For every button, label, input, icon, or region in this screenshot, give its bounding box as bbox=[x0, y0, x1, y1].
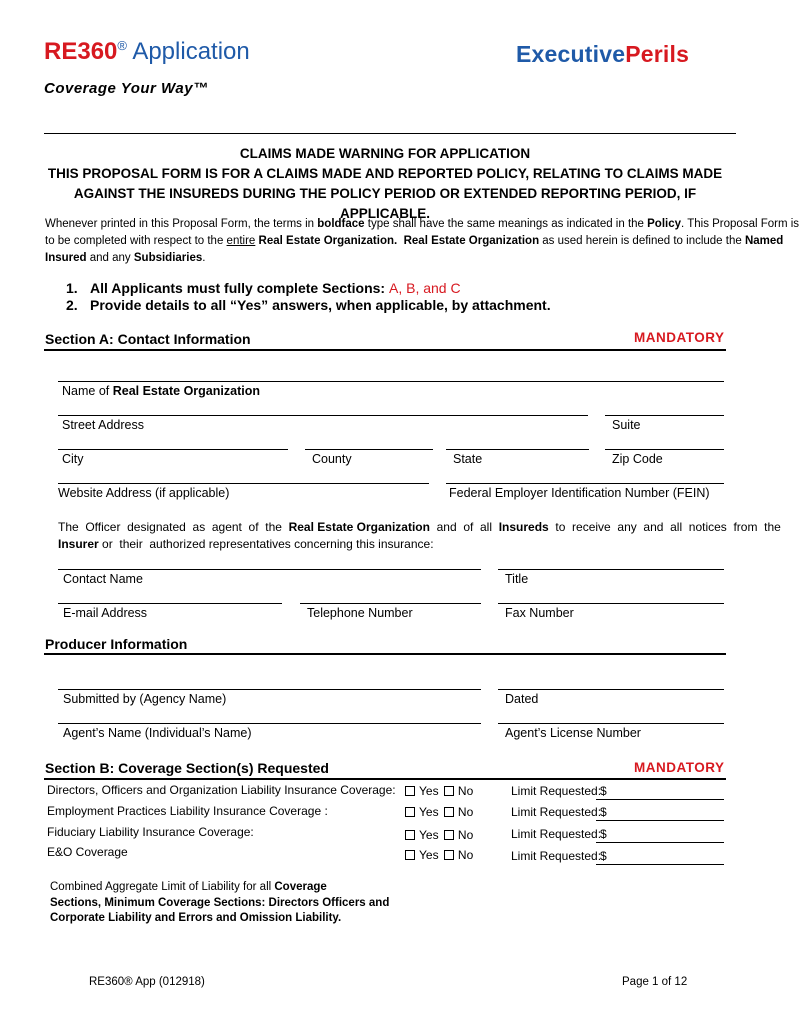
yes-checkbox[interactable] bbox=[405, 850, 415, 860]
email-label: E-mail Address bbox=[63, 606, 148, 620]
brand-prefix: RE360 bbox=[44, 38, 118, 65]
contact-name-field-line[interactable] bbox=[58, 569, 481, 570]
intro-term-boldface: boldface bbox=[317, 218, 365, 230]
yes-checkbox[interactable] bbox=[405, 830, 415, 840]
instruction-item-1 bbox=[66, 280, 551, 297]
footer-page-number: Page 1 of 12 bbox=[622, 976, 688, 988]
coverage-row-yes-no bbox=[405, 848, 473, 862]
intro-text: and any bbox=[86, 252, 134, 264]
no-label: No bbox=[457, 848, 474, 862]
dated-field-line[interactable] bbox=[498, 689, 724, 690]
fax-label: Fax Number bbox=[505, 606, 574, 620]
yes-label: Yes bbox=[419, 805, 439, 819]
limit-requested-label: Limit Requested: bbox=[511, 827, 602, 841]
warning-line-1: CLAIMS MADE WARNING FOR APPLICATION bbox=[239, 146, 531, 161]
instruction-number: 2. bbox=[66, 297, 78, 313]
label-term: Real Estate Organization bbox=[112, 384, 260, 398]
limit-currency: $ bbox=[600, 827, 607, 841]
combined-aggregate-note bbox=[50, 880, 389, 927]
suite-field-line[interactable] bbox=[605, 415, 724, 416]
producer-rule bbox=[44, 653, 726, 655]
agent-name-label: Agent’s Name (Individual’s Name) bbox=[63, 726, 252, 740]
agent-name-field-line[interactable] bbox=[58, 723, 481, 724]
section-b-title: Section B: Coverage Section(s) Requested bbox=[45, 760, 329, 776]
street-label: Street Address bbox=[62, 418, 144, 432]
website-label: Website Address (if applicable) bbox=[58, 486, 230, 500]
zip-field-line[interactable] bbox=[605, 449, 724, 450]
warning-block bbox=[30, 144, 740, 224]
officer-text: to receive any and all notices from the bbox=[548, 520, 781, 534]
reo-name-field-line[interactable] bbox=[58, 381, 724, 382]
intro-text: . bbox=[202, 252, 206, 264]
no-checkbox[interactable] bbox=[444, 786, 454, 796]
phone-label: Telephone Number bbox=[307, 606, 413, 620]
coverage-row-label: Directors, Officers and Organization Liability Insurance Coverage: bbox=[47, 783, 396, 797]
officer-term-reo: Real Estate Organization bbox=[288, 520, 430, 534]
instructions-list bbox=[66, 280, 551, 314]
state-field-line[interactable] bbox=[446, 449, 589, 450]
zip-label: Zip Code bbox=[612, 452, 663, 466]
intro-term-subsidiaries: Subsidiaries bbox=[133, 252, 203, 264]
section-a-mandatory-badge: MANDATORY bbox=[634, 330, 725, 345]
intro-term-reo: Real Estate Organization bbox=[403, 235, 540, 247]
intro-term-policy: Policy bbox=[647, 218, 682, 230]
warning-line-3: AGAINST THE INSUREDS DURING THE POLICY PERIOD OR EXTENDED REPORTING PERIOD, IF APPLICABLE. bbox=[73, 186, 697, 221]
no-label: No bbox=[457, 828, 474, 842]
yes-checkbox[interactable] bbox=[405, 786, 415, 796]
producer-title: Producer Information bbox=[45, 636, 188, 652]
officer-text: and of all bbox=[429, 520, 499, 534]
suite-label: Suite bbox=[612, 418, 641, 432]
coverage-row-yes-no bbox=[405, 805, 473, 819]
title-field-line[interactable] bbox=[498, 569, 724, 570]
limit-field-line[interactable] bbox=[596, 864, 724, 865]
limit-field-line[interactable] bbox=[596, 842, 724, 843]
no-label: No bbox=[457, 784, 474, 798]
instruction-number: 1. bbox=[66, 280, 78, 296]
intro-text: Whenever printed in this Proposal Form, the terms in bbox=[45, 218, 318, 230]
limit-field-line[interactable] bbox=[596, 820, 724, 821]
limit-currency: $ bbox=[600, 805, 607, 819]
limit-requested-label: Limit Requested: bbox=[511, 805, 602, 819]
state-label: State bbox=[453, 452, 483, 466]
officer-term-insurer: Insurer bbox=[58, 537, 99, 551]
website-field-line[interactable] bbox=[58, 483, 429, 484]
email-field-line[interactable] bbox=[58, 603, 282, 604]
yes-label: Yes bbox=[419, 848, 439, 862]
intro-paragraph bbox=[45, 216, 799, 267]
combined-text: Combined Aggregate Limit of Liability for all bbox=[50, 881, 275, 893]
intro-term-named: Named bbox=[744, 235, 784, 247]
yes-checkbox[interactable] bbox=[405, 807, 415, 817]
coverage-row-label: E&O Coverage bbox=[47, 845, 128, 859]
no-checkbox[interactable] bbox=[444, 830, 454, 840]
dated-label: Dated bbox=[505, 692, 539, 706]
intro-text: type shall have the same meanings as indicated in the bbox=[364, 218, 648, 230]
reo-name-label bbox=[62, 384, 260, 398]
intro-text: . This Proposal Form is bbox=[681, 218, 799, 230]
yes-label: Yes bbox=[419, 828, 439, 842]
intro-text: to be completed with respect to the bbox=[45, 235, 227, 247]
title-label: Title bbox=[505, 572, 529, 586]
limit-requested-label: Limit Requested: bbox=[511, 849, 602, 863]
combined-text: Corporate Liability and Errors and Omission Liability. bbox=[50, 912, 342, 924]
yes-label: Yes bbox=[419, 784, 439, 798]
intro-term-reo: Real Estate Organization. bbox=[258, 235, 398, 247]
app-brand-title bbox=[44, 38, 250, 66]
header-divider bbox=[44, 133, 736, 134]
agency-name-field-line[interactable] bbox=[58, 689, 481, 690]
company-logo-part2: Perils bbox=[625, 41, 690, 67]
no-checkbox[interactable] bbox=[444, 850, 454, 860]
license-label: Agent’s License Number bbox=[505, 726, 641, 740]
brand-suffix: Application bbox=[126, 38, 250, 65]
fax-field-line[interactable] bbox=[498, 603, 724, 604]
section-b-rule bbox=[44, 778, 726, 780]
officer-text: or their authorized representatives concerning this insurance: bbox=[98, 537, 434, 551]
county-label: County bbox=[312, 452, 352, 466]
officer-paragraph bbox=[58, 519, 781, 553]
phone-field-line[interactable] bbox=[300, 603, 481, 604]
no-label: No bbox=[457, 805, 474, 819]
label-text: Name of bbox=[62, 384, 113, 398]
section-a-rule bbox=[44, 349, 726, 351]
brand-reg: ® bbox=[117, 38, 127, 53]
agency-name-label: Submitted by (Agency Name) bbox=[63, 692, 227, 706]
license-field-line[interactable] bbox=[498, 723, 724, 724]
limit-currency: $ bbox=[600, 784, 607, 798]
city-label: City bbox=[62, 452, 84, 466]
officer-text: The Officer designated as agent of the bbox=[58, 520, 289, 534]
combined-text: Sections, Minimum Coverage Sections: Directors Officers and bbox=[50, 896, 390, 909]
contact-name-label: Contact Name bbox=[63, 572, 143, 586]
street-field-line[interactable] bbox=[58, 415, 588, 416]
tagline: Coverage Your Way™ bbox=[44, 80, 209, 97]
city-field-line[interactable] bbox=[58, 449, 288, 450]
section-a-title: Section A: Contact Information bbox=[45, 331, 251, 347]
fein-field-line[interactable] bbox=[446, 483, 724, 484]
limit-field-line[interactable] bbox=[596, 799, 724, 800]
officer-term-insureds: Insureds bbox=[498, 520, 549, 534]
coverage-row-label: Employment Practices Liability Insurance Coverage : bbox=[47, 804, 328, 818]
instruction-text: All Applicants must fully complete Sections: bbox=[90, 280, 389, 296]
intro-term-entire: entire bbox=[226, 235, 256, 247]
instruction-item-2 bbox=[66, 297, 551, 314]
section-b-mandatory-badge: MANDATORY bbox=[634, 760, 725, 775]
limit-currency: $ bbox=[600, 849, 607, 863]
coverage-row-yes-no bbox=[405, 784, 473, 798]
county-field-line[interactable] bbox=[305, 449, 433, 450]
limit-requested-label: Limit Requested: bbox=[511, 784, 602, 798]
coverage-row-label: Fiduciary Liability Insurance Coverage: bbox=[47, 825, 254, 839]
coverage-row-yes-no bbox=[405, 828, 473, 842]
intro-term-insured: Insured bbox=[45, 252, 87, 264]
combined-term: Coverage bbox=[274, 881, 327, 893]
footer-doc-id: RE360® App (012918) bbox=[89, 976, 205, 988]
company-logo-part1: Executive bbox=[516, 41, 626, 67]
instruction-text: Provide details to all “Yes” answers, when applicable, by attachment. bbox=[90, 297, 551, 313]
fein-label: Federal Employer Identification Number (FEIN) bbox=[449, 486, 710, 500]
company-logo bbox=[516, 41, 689, 68]
intro-text: as used herein is defined to include the bbox=[539, 235, 745, 247]
no-checkbox[interactable] bbox=[444, 807, 454, 817]
warning-line-2: THIS PROPOSAL FORM IS FOR A CLAIMS MADE AND REPORTED POLICY, RELATING TO CLAIMS MADE bbox=[47, 166, 723, 181]
required-sections: A, B, and C bbox=[388, 280, 461, 296]
